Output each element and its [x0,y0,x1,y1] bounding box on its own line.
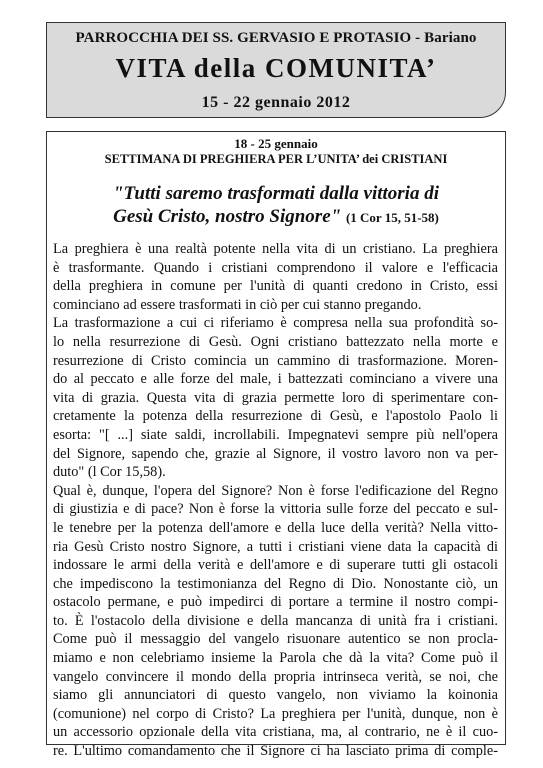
body-line: Qual è, dunque, l'opera del Signore? Non è forse l'edificazione del Regno [53,482,498,499]
body-line: do al peccato e alle forze del male, i battezzati cominciano a vivere una [53,371,498,388]
body-line: cretamente la potenza della resurrezione di Gesù, e l'apostolo Paolo li [53,408,498,425]
body-line: to. È l'ostacolo della divisione e della mancanza di unità fra i cristiani. [53,612,498,629]
body-line: lo nella resurrezione di Gesù. Ogni cristiano battezzato nella morte e [53,333,498,350]
body-line: della preghiera in comune per l'unità di quanti credono in Cristo, essi [53,278,498,295]
article-box [46,131,506,760]
body-line: re. L'ultimo comandamento che il Signore ci ha lasciato prima di comple- [53,743,498,760]
quote-line-2: Gesù Cristo, nostro Signore" [113,206,342,227]
body-line: La trasformazione a cui ci riferiamo è compresa nella sua profondità so- [53,315,498,332]
body-line: le tenebre per la potenza dell'amore e della luce della verità? Nella vitto- [53,519,498,536]
body-line: siamo gli annunciatori di questo vangelo, non viviamo la koinonia [53,687,498,704]
quote-line-1: "Tutti saremo trasformati dalla vittoria di [112,183,439,204]
scripture-quote [47,182,505,229]
body-line: che impediscono la testimonianza del Regno di Dio. Nonostante ciò, un [53,575,498,592]
body-line: (comunione) nel corpo di Cristo? La preghiera per l'unità, dunque, non è [53,705,498,722]
issue-dates: 15 - 22 gennaio 2012 [201,94,351,111]
body-line: di giustizia e di pace? Non è forse la vittoria sulle forze del peccato e sul- [53,501,498,518]
article-body [53,240,498,761]
body-line: La preghiera è una realtà potente nella vita di un cristiano. La preghiera [53,241,498,257]
body-line: esorta: "[ ...] siate saldi, incrollabili. Impegnatevi sempre più nell'opera [53,426,498,443]
quote-reference: (1 Cor 15, 51-58) [345,210,439,225]
week-dates: 18 - 25 gennaio [234,136,318,151]
body-line: un accessorio opzionale della vita cristiana, ma, al contrario, ne è il cuo- [53,724,498,741]
body-line: duto" (l Cor 15,58). [53,464,166,481]
body-line: cominciano ad essere trasformati in ciò per cui stanno pregando. [53,296,422,313]
body-line: ria Gesù Cristo nostro Signore, a tutti i cristiani viene data la capacità di [53,538,498,555]
newsletter-title: VITA della COMUNITA’ [115,53,437,83]
body-line: resurrezione di Cristo comincia un cammino di trasformazione. Moren- [53,352,498,369]
body-line: ostacolo permane, e può impedirci di portare a termine il nostro compi- [53,594,498,611]
week-title: SETTIMANA DI PREGHIERA PER L’UNITA’ dei CRISTIANI [104,152,448,166]
newsletter-header [46,22,506,118]
parish-name: PARROCCHIA DEI SS. GERVASIO E PROTASIO - Bariano [75,30,477,46]
body-line: indossare le armi della verità e dell'amore e di superare tutti gli ostacoli [53,557,498,574]
body-line: è trasformante. Quando i cristiani comprendono il valore e l'efficacia [53,259,498,276]
body-line: vangelo convincere il mondo della propria intrinseca verità, se noi, che [53,668,498,685]
body-line: miamo e non celebriamo insieme la Parola che dà la vita? Come può il [53,650,498,667]
body-line: del Signore, sapendo che, grazie al Signore, il vostro lavoro non va per- [53,445,498,462]
body-line: Come può il messaggio del vangelo risuonare autentico se non procla- [53,631,498,648]
body-line: vita di grazia. Questa vita di grazia permette loro di sperimentare con- [53,389,498,406]
